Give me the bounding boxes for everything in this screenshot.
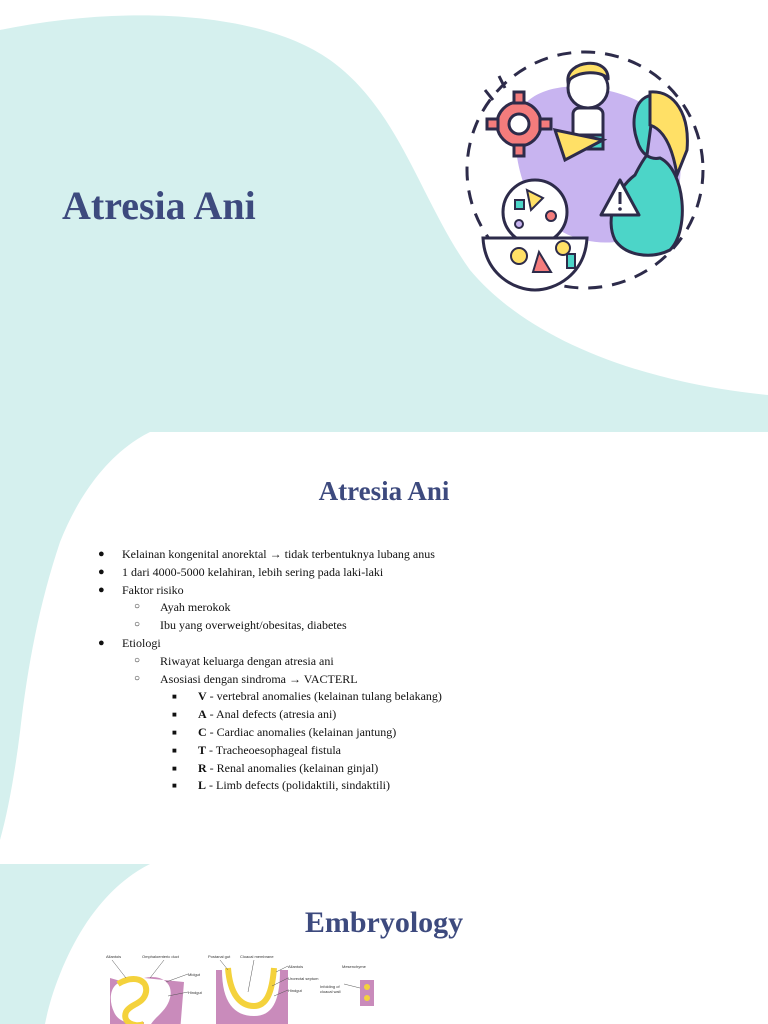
bullet-icon: ●	[98, 636, 105, 649]
figure-label: cloacal wall	[320, 989, 341, 994]
list-item: ○ Asosiasi dengan sindroma → VACTERL	[134, 671, 358, 686]
bullet-icon: ●	[98, 565, 105, 578]
list-item: ● Kelainan kongenital anorektal → tidak terbentuknya lubang anus	[94, 546, 442, 564]
bullet-icon: ●	[98, 548, 105, 560]
slide-title: Embryology	[304, 906, 464, 939]
bullet-icon: ●	[98, 583, 105, 596]
figure-label: Omphaloenteric duct	[142, 954, 179, 959]
square-bullet-icon: ■	[172, 710, 177, 720]
title-slide	[0, 0, 768, 432]
list-item: ● Etiologi	[94, 635, 442, 653]
slide-title: Atresia Ani	[62, 183, 256, 228]
embryology-slide	[0, 864, 768, 1024]
slide-title: Atresia Ani	[318, 476, 450, 506]
bullet-list	[94, 546, 442, 795]
list-item: ● Faktor risiko	[94, 582, 442, 600]
circle-bullet-icon: ○	[134, 672, 141, 684]
list-item: ■ R - Renal anomalies (kelainan ginjal)	[94, 760, 442, 778]
figure-label: Allantois	[288, 964, 304, 969]
circle-bullet-icon: ○	[134, 619, 141, 631]
figure-label: Postanal gut	[208, 954, 231, 959]
embryology-figure	[104, 952, 394, 1024]
figure-label: Midgut	[188, 972, 201, 977]
square-bullet-icon: ■	[172, 692, 177, 702]
content-slide	[0, 432, 768, 840]
list-item: ■ L - Limb defects (polidaktili, sindaktili)	[94, 777, 442, 795]
figure-label: Allantois	[106, 954, 122, 959]
figure-label: Mesenchyme	[342, 964, 366, 969]
square-bullet-icon: ■	[172, 727, 177, 737]
list-item: ■ A - Anal defects (atresia ani)	[94, 706, 442, 724]
list-item: ■ V - vertebral anomalies (kelainan tulang belakang)	[94, 688, 442, 706]
figure-label: Cloacal membrane	[240, 954, 274, 959]
figure-label: Hindgut	[188, 990, 202, 995]
circle-bullet-icon: ○	[134, 601, 141, 613]
figure-label: Urorectal septum	[288, 976, 319, 981]
list-item: ■ C - Cardiac anomalies (kelainan jantung)	[94, 724, 442, 742]
circle-bullet-icon: ○	[134, 654, 141, 666]
square-bullet-icon: ■	[172, 781, 177, 791]
figure-label: Hindgut	[288, 988, 302, 993]
square-bullet-icon: ■	[172, 763, 177, 773]
pregnancy-risk-illustration-icon	[455, 40, 715, 300]
list-item: ○ Riwayat keluarga dengan atresia ani	[134, 653, 334, 668]
square-bullet-icon: ■	[172, 745, 177, 755]
list-item: ○ Ibu yang overweight/obesitas, diabetes	[134, 618, 347, 633]
list-item: ■ T - Tracheoesophageal fistula	[94, 742, 442, 760]
figure-label: Infolding of	[320, 984, 340, 989]
list-item: ○ Ayah merokok	[134, 600, 231, 615]
list-item: ● 1 dari 4000-5000 kelahiran, lebih sering pada laki-laki	[94, 564, 442, 582]
